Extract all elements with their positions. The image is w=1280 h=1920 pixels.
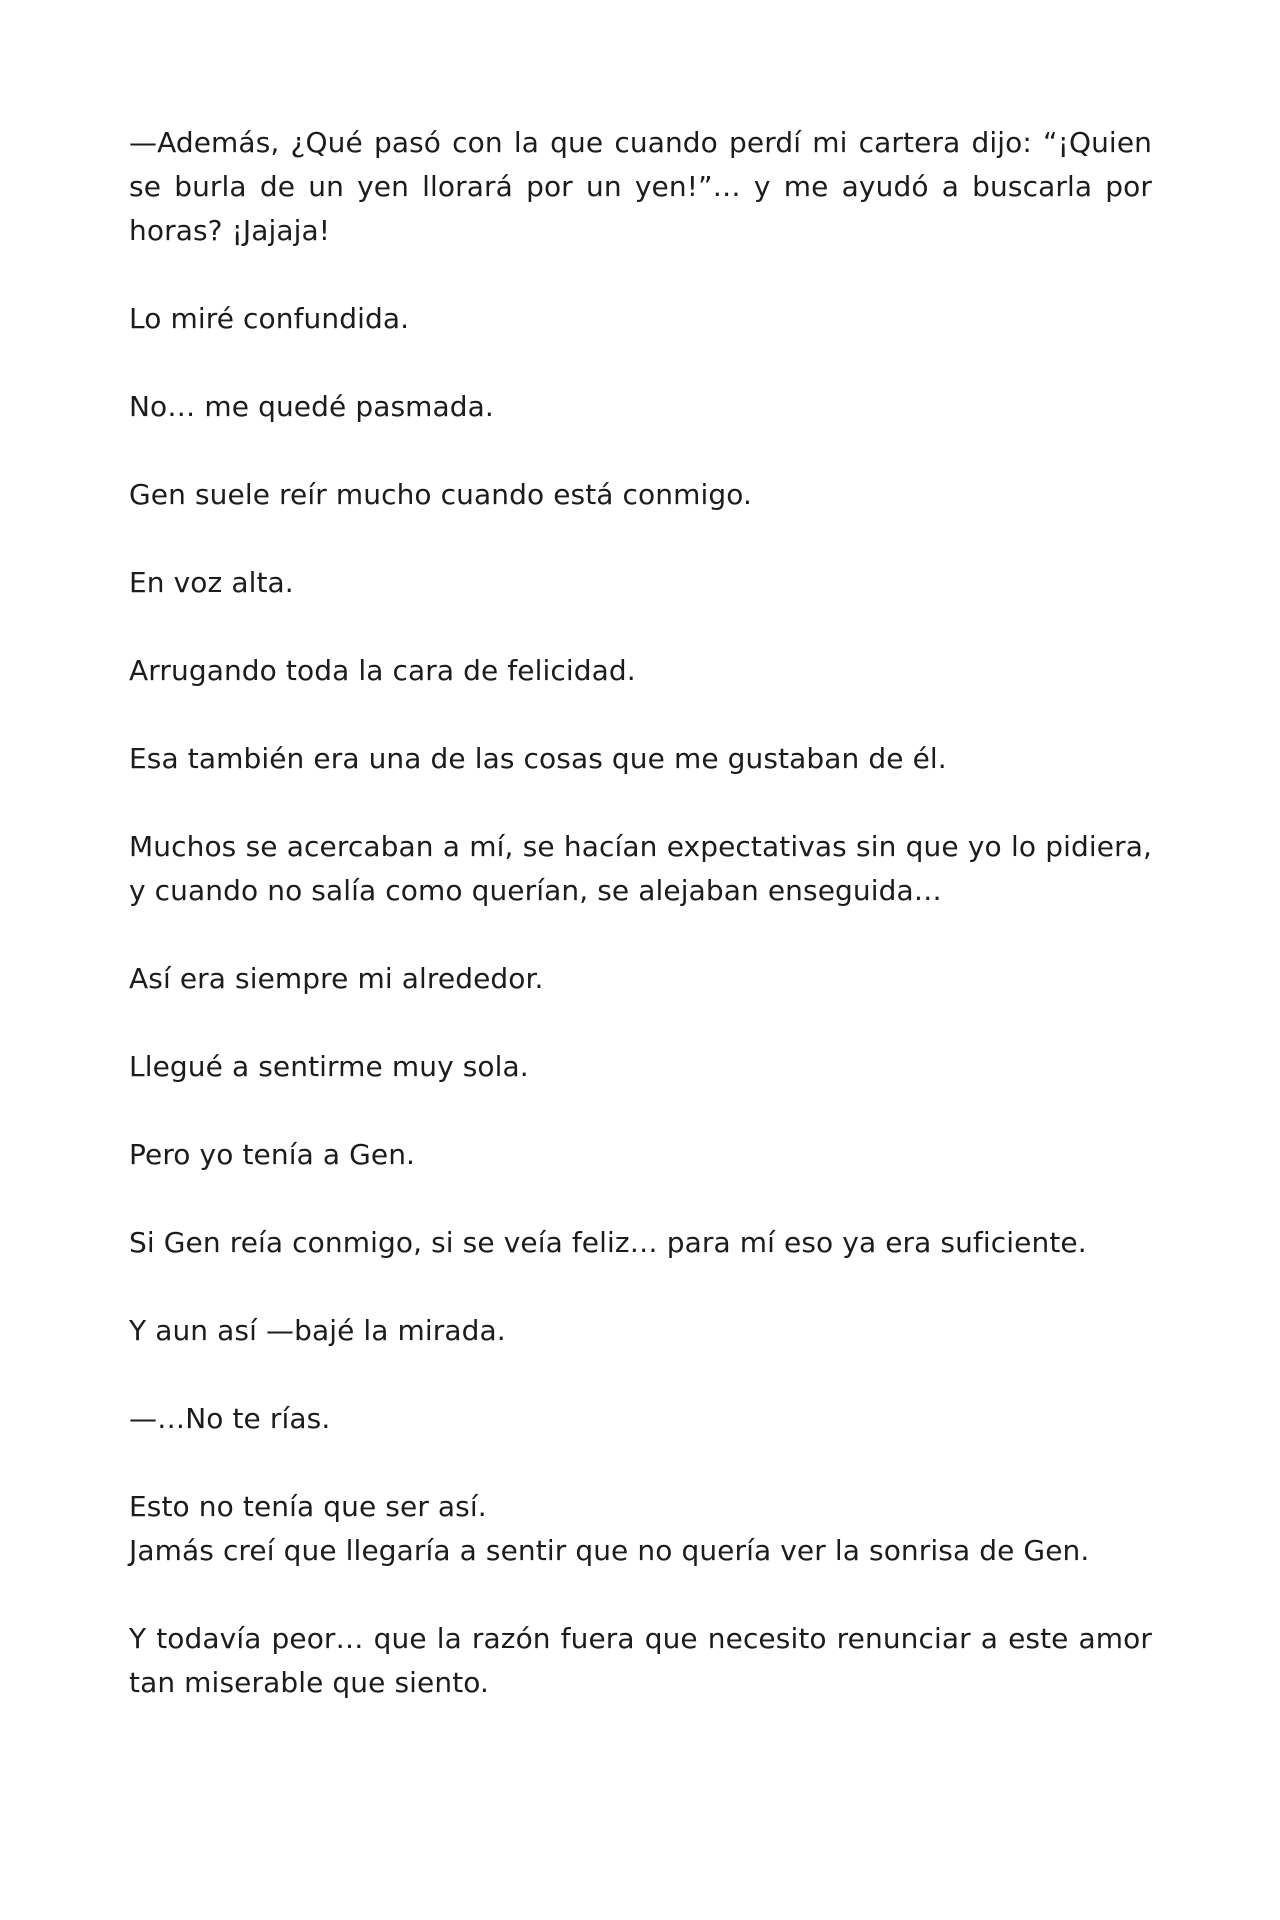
paragraph-3: No… me quedé pasmada. [129,390,494,423]
paragraph-6: Arrugando toda la cara de felicidad. [129,654,636,687]
paragraph-14: —…No te rías. [129,1402,331,1435]
paragraph-13: Y aun así —bajé la mirada. [129,1314,506,1347]
paragraph-17: Y todavía peor… que la razón fuera que necesito renunciar a este amor tan miserable que siento. [129,1622,1152,1699]
paragraph-8: Muchos se acercaban a mí, se hacían expectativas sin que yo lo pidiera, y cuando no salía como querían, se alejaban enseguida… [129,830,1152,907]
paragraph-9: Así era siempre mi alrededor. [129,962,544,995]
paragraph-15: Esto no tenía que ser así. [129,1490,487,1523]
document-body [129,121,1152,1705]
paragraph-12: Si Gen reía conmigo, si se veía feliz… para mí eso ya era suficiente. [129,1226,1087,1259]
paragraph-5: En voz alta. [129,566,294,599]
paragraph-4: Gen suele reír mucho cuando está conmigo. [129,478,752,511]
paragraph-11: Pero yo tenía a Gen. [129,1138,416,1171]
paragraph-7: Esa también era una de las cosas que me gustaban de él. [129,742,947,775]
paragraph-10: Llegué a sentirme muy sola. [129,1050,529,1083]
paragraph-1: —Además, ¿Qué pasó con la que cuando perdí mi cartera dijo: “¡Quien se burla de un yen llorará por un yen!”… y me ayudó a buscarla por horas? ¡Jajaja! [129,126,1152,247]
paragraph-16: Jamás creí que llegaría a sentir que no quería ver la sonrisa de Gen. [129,1534,1090,1567]
paragraph-2: Lo miré confundida. [129,302,410,335]
